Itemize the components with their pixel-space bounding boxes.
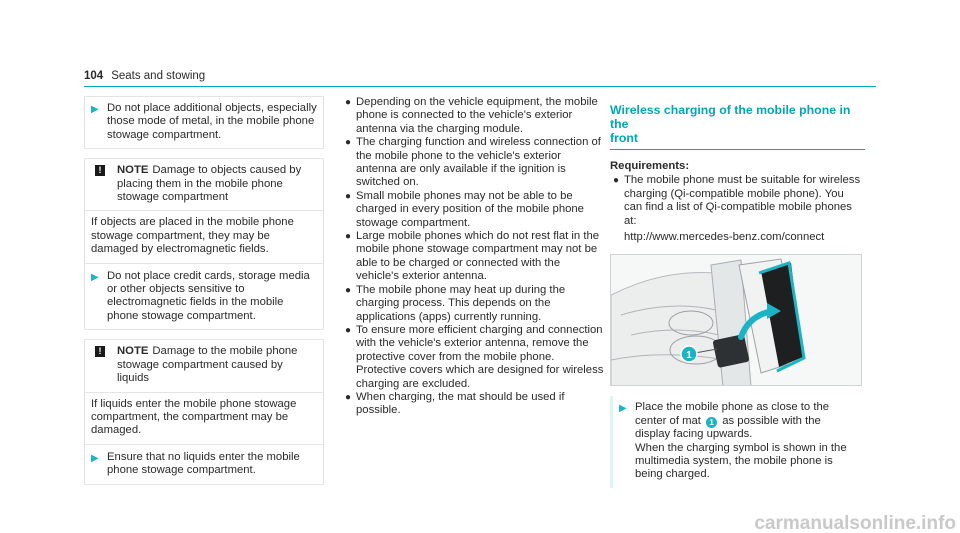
requirement-text: The mobile phone must be suitable for wireless charging (Qi-compatible mobile phone). You can find a list of Qi-compatible mobile phones at: xyxy=(624,174,861,227)
warning-icon: ! xyxy=(95,346,105,357)
bullet-text: The charging function and wireless connection of the mobile phone to the vehicle's exterior antenna are only available if the ignition is switched on. xyxy=(356,136,601,189)
bullet-icon: ● xyxy=(345,190,352,202)
notice-instruction xyxy=(85,444,323,484)
section-title xyxy=(610,103,865,145)
list-item xyxy=(342,324,604,391)
console-drawing-icon xyxy=(611,255,862,386)
instruction-box xyxy=(610,396,865,487)
notice-header xyxy=(85,159,323,211)
instruction-text: Ensure that no liquids enter the mobile phone stowage compartment. xyxy=(107,450,300,477)
qi-list-link[interactable]: http://www.mercedes-benz.com/connect xyxy=(624,231,825,244)
instruction-text: Do not place additional objects, especially those mode of metal, in the mobile phone stowage compartment. xyxy=(107,102,317,141)
bullet-list xyxy=(342,96,604,418)
notice-heading: Damage to the mobile phone stowage compartment caused by liquids xyxy=(117,345,298,385)
instruction-text-part: When the charging symbol is shown in the multimedia system, the mobile phone is being charged. xyxy=(635,441,847,481)
list-item xyxy=(342,391,604,418)
notice-header xyxy=(85,340,323,392)
bullet-text: When charging, the mat should be used if possible. xyxy=(356,390,565,417)
bullet-icon: ● xyxy=(345,137,352,149)
bullet-icon: ● xyxy=(345,391,352,403)
requirements-title: Requirements: xyxy=(610,160,690,172)
bullet-icon: ● xyxy=(613,175,620,187)
notice-title: NOTE xyxy=(117,164,149,177)
header-rule xyxy=(84,86,876,87)
notice-heading-wrap xyxy=(117,345,317,385)
step-arrow-icon: ▶ xyxy=(91,271,99,283)
page-number: 104 xyxy=(84,70,104,82)
column-notes xyxy=(84,96,324,485)
list-item xyxy=(342,230,604,284)
column-wireless-charging xyxy=(610,96,865,488)
section-title-line: Wireless charging of the mobile phone in the xyxy=(610,103,851,131)
bullet-icon: ● xyxy=(345,231,352,243)
bullet-text: Small mobile phones may not be able to be charged in every position of the mobile phone stowage compartment. xyxy=(356,189,584,229)
section-rule xyxy=(610,149,865,150)
charging-mat-illustration xyxy=(610,254,862,386)
notice-heading: Damage to objects caused by placing them in the mobile phone stowage compartment xyxy=(117,164,302,204)
bullet-text: The mobile phone may heat up during the charging process. This depends on the applications (apps) currently running. xyxy=(356,283,566,323)
bullet-text: Large mobile phones which do not rest flat in the mobile phone stowage compartment may not be able to be charged or connected with the vehicle's exterior antenna. xyxy=(356,230,600,283)
page-header xyxy=(84,70,205,84)
watermark: carmanualsonline.info xyxy=(754,512,956,533)
notice-heading-wrap xyxy=(117,164,317,204)
instruction-box xyxy=(84,96,324,149)
list-item xyxy=(342,136,604,190)
step-arrow-icon: ▶ xyxy=(91,104,99,115)
list-item xyxy=(342,284,604,324)
instruction-text: Do not place credit cards, storage media or other objects sensitive to electromagnetic fields in the mobile phone stowage compartment. xyxy=(107,269,310,322)
bullet-text: Depending on the vehicle equipment, the mobile phone is connected to the vehicle's exterior antenna via the charging module. xyxy=(356,96,598,135)
instruction-text-part: as possible with the display facing upwards. xyxy=(635,414,821,441)
step-arrow-icon: ▶ xyxy=(619,403,627,415)
instruction-text-part: Place the mobile phone as close to the center of mat xyxy=(635,401,830,427)
warning-icon: ! xyxy=(95,165,105,176)
bullet-icon: ● xyxy=(345,97,352,108)
bullet-icon: ● xyxy=(345,324,352,336)
list-item xyxy=(342,190,604,230)
notice-box xyxy=(84,158,324,330)
section-name: Seats and stowing xyxy=(111,70,206,82)
notice-title: NOTE xyxy=(117,345,149,358)
notice-box xyxy=(84,339,324,484)
list-item xyxy=(342,96,604,136)
column-bullets xyxy=(342,96,604,418)
instruction-text xyxy=(633,401,859,481)
list-item xyxy=(610,174,865,228)
notice-instruction xyxy=(85,263,323,330)
callout-number: 1 xyxy=(686,350,692,362)
requirements-list xyxy=(610,174,865,228)
notice-body: If liquids enter the mobile phone stowage compartment, the compartment may be damaged. xyxy=(91,397,297,437)
mat-number-badge: 1 xyxy=(706,417,717,428)
bullet-text: To ensure more efficient charging and connection with the vehicle's exterior antenna, remove the protective cover from the mobile phone. Protective covers which are designed for wireless charging are excluded. xyxy=(356,323,604,390)
bullet-icon: ● xyxy=(345,284,352,296)
notice-body: If objects are placed in the mobile phone stowage compartment, they may be damaged by electromagnetic fields. xyxy=(91,216,294,256)
section-title-line: front xyxy=(610,131,638,145)
step-arrow-icon: ▶ xyxy=(91,452,99,464)
